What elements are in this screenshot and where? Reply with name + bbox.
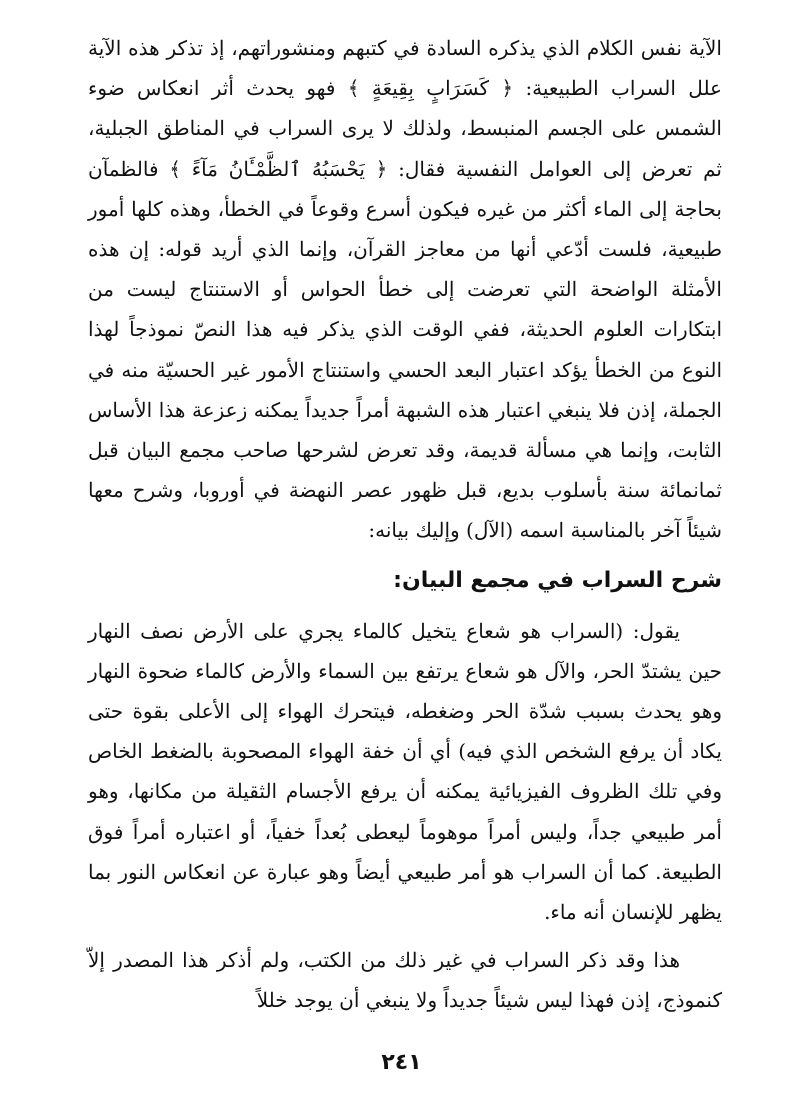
body-paragraph-1: الآية نفس الكلام الذي يذكره السادة في كتبهم ومنشوراتهم، إذ تذكر هذه الآية علل السراب الطبيعية: ﴿ كَسَرَابٍ بِقِيعَةٍ ﴾ فهو يحدث أثر انعكاس ضوء الشمس على الجسم المنبسط، ولذلك لا يرى السراب في المناطق الجبلية، ثم تعرض إلى العوامل النفسية فقال: ﴿ يَحْسَبُهُ ٱلظَّمْـَٔانُ مَآءً ﴾ فالظمآن بحاجة إلى الماء أكثر من غيره فيكون أسرع وقوعاً في الخطأ، وهذه كلها أمور طبيعية، فلست أدّعي أنها من معاجز القرآن، وإنما الذي أريد قوله: إن هذه الأمثلة الواضحة التي تعرضت إلى خطأ الحواس أو الاستنتاج ليست من ابتكارات العلوم الحديثة، ففي الوقت الذي يذكر فيه هذا النصّ نموذجاً لهذا النوع من الخطأ يؤكد اعتبار البعد الحسي واستنتاج الأمور غير الحسيّة منه في الجملة، إذن فلا ينبغي اعتبار هذه الشبهة أمراً جديداً يمكنه زعزعة هذا الأساس الثابت، وإنما هي مسألة قديمة، وقد تعرض لشرحها صاحب مجمع البيان قبل ثمانمائة سنة بأسلوب بديع، قبل ظهور عصر النهضة في أوروبا، وشرح معها شيئاً آخر بالمناسبة اسمه (الآل) وإليك بيانه:	[88, 36, 722, 543]
paragraph-gap	[88, 932, 722, 940]
page-body	[88, 28, 722, 1021]
body-paragraph-3: هذا وقد ذكر السراب في غير ذلك من الكتب، ولم أذكر هذا المصدر إلاّ كنموذج، إذن فهذا ليس شيئاً جديداً ولا ينبغي أن يوجد خللاً	[88, 948, 722, 1013]
section-heading: شرح السراب في مجمع البيان:	[393, 567, 722, 593]
body-paragraph-2: يقول: (السراب هو شعاع يتخيل كالماء يجري على الأرض نصف النهار حين يشتدّ الحر، والآل هو شعاع يرتفع بين السماء والأرض كالماء ضحوة النهار وهو يحدث بسبب شدّة الحر وضغطه، فيتحرك الهواء إلى الأعلى بقوة حتى يكاد أن يرفع الشخص الذي فيه) أي أن خفة الهواء المصحوبة بالضغط الخاص وفي تلك الظروف الفيزيائية يمكنه أن يرفع الأجسام الثقيلة من مكانها، وهو أمر طبيعي جداً، وليس أمراً موهوماً ليعطى بُعداً خفياً، أو اعتباره أمراً فوق الطبيعة. كما أن السراب هو أمر طبيعي أيضاً وهو عبارة عن انعكاس النور بما يظهر للإنسان أنه ماء.	[88, 618, 722, 925]
page-number: ٢٤١	[381, 1050, 422, 1075]
